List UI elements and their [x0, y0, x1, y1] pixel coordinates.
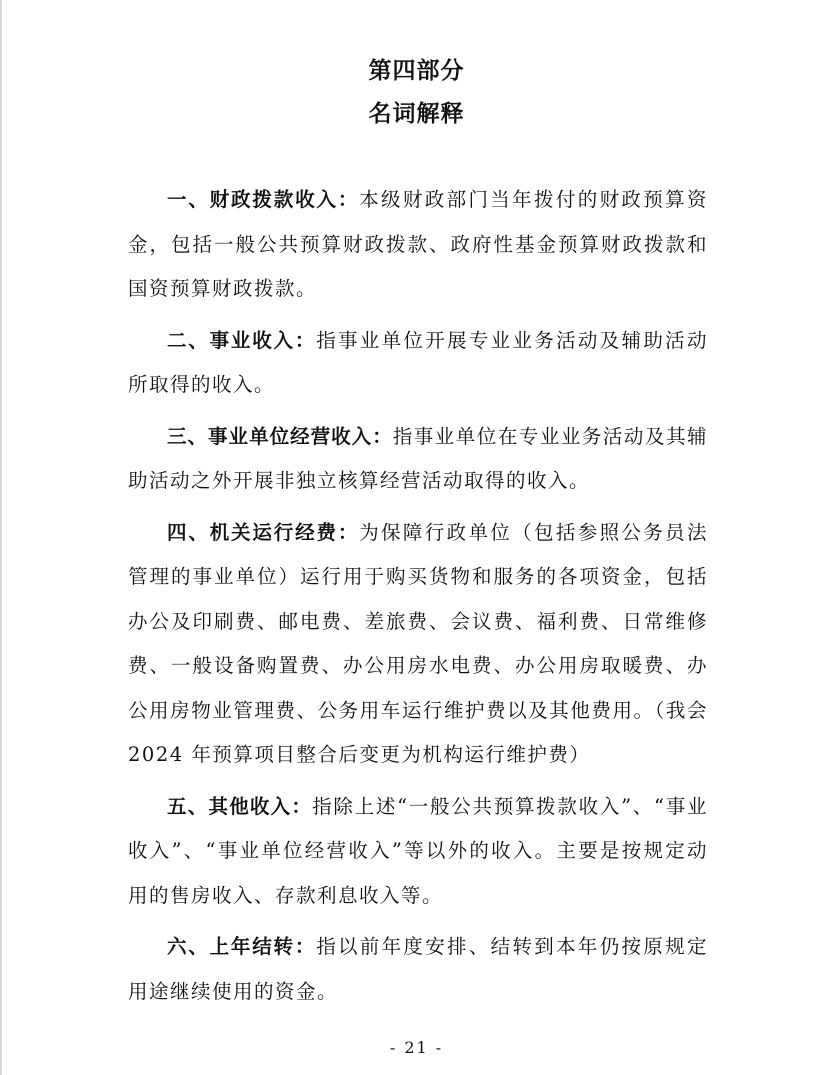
page-number: - 21 -: [389, 1038, 444, 1057]
glossary-term: 四、机关运行经费：: [167, 520, 360, 544]
glossary-entry: [128, 319, 708, 408]
page-edge: [0, 0, 2, 1075]
glossary-entry: [128, 785, 708, 919]
part-title: 第四部分: [368, 58, 465, 84]
glossary-definition: 指事业单位开展专业业务活动及辅助活动所取得的收入。: [128, 328, 708, 396]
glossary-definition: 指除上述“一般公共预算拨款收入”、“事业收入”、“事业单位经营收入”等以外的收入。主要是按规定动用的售房收入、存款利息收入等。: [128, 794, 708, 907]
glossary-entry: [128, 925, 708, 1014]
glossary-term: 五、其他收入：: [167, 794, 313, 818]
glossary-entry: [128, 178, 708, 312]
section-title: 名词解释: [368, 101, 465, 127]
glossary-body: [128, 178, 708, 1021]
glossary-definition: 本级财政部门当年拨付的财政预算资金，包括一般公共预算财政拨款、政府性基金预算财政拨款和国资预算财政拨款。: [128, 188, 708, 300]
glossary-definition: 指以前年度安排、结转到本年仍按原规定用途继续使用的资金。: [128, 935, 708, 1003]
glossary-term: 三、事业单位经营收入：: [167, 424, 393, 448]
glossary-term: 一、财政拨款收入：: [167, 188, 360, 211]
glossary-term: 六、上年结转：: [167, 935, 317, 958]
glossary-term: 二、事业收入：: [167, 328, 317, 352]
glossary-definition: 为保障行政单位（包括参照公务员法管理的事业单位）运行用于购买货物和服务的各项资金，包括办公及印刷费、邮电费、差旅费、会议费、福利费、日常维修费、一般设备购置费、办公用房水电费、办公用房取暖费、办公用房物业管理费、公务用车运行维护费以及其他费用。（我会 2024 年预算项目整合后变更为机构运行维护费）: [128, 520, 708, 766]
glossary-definition: 指事业单位在专业业务活动及其辅助活动之外开展非独立核算经营活动取得的收入。: [128, 424, 708, 492]
glossary-entry: [128, 415, 708, 504]
glossary-entry: [128, 511, 708, 778]
